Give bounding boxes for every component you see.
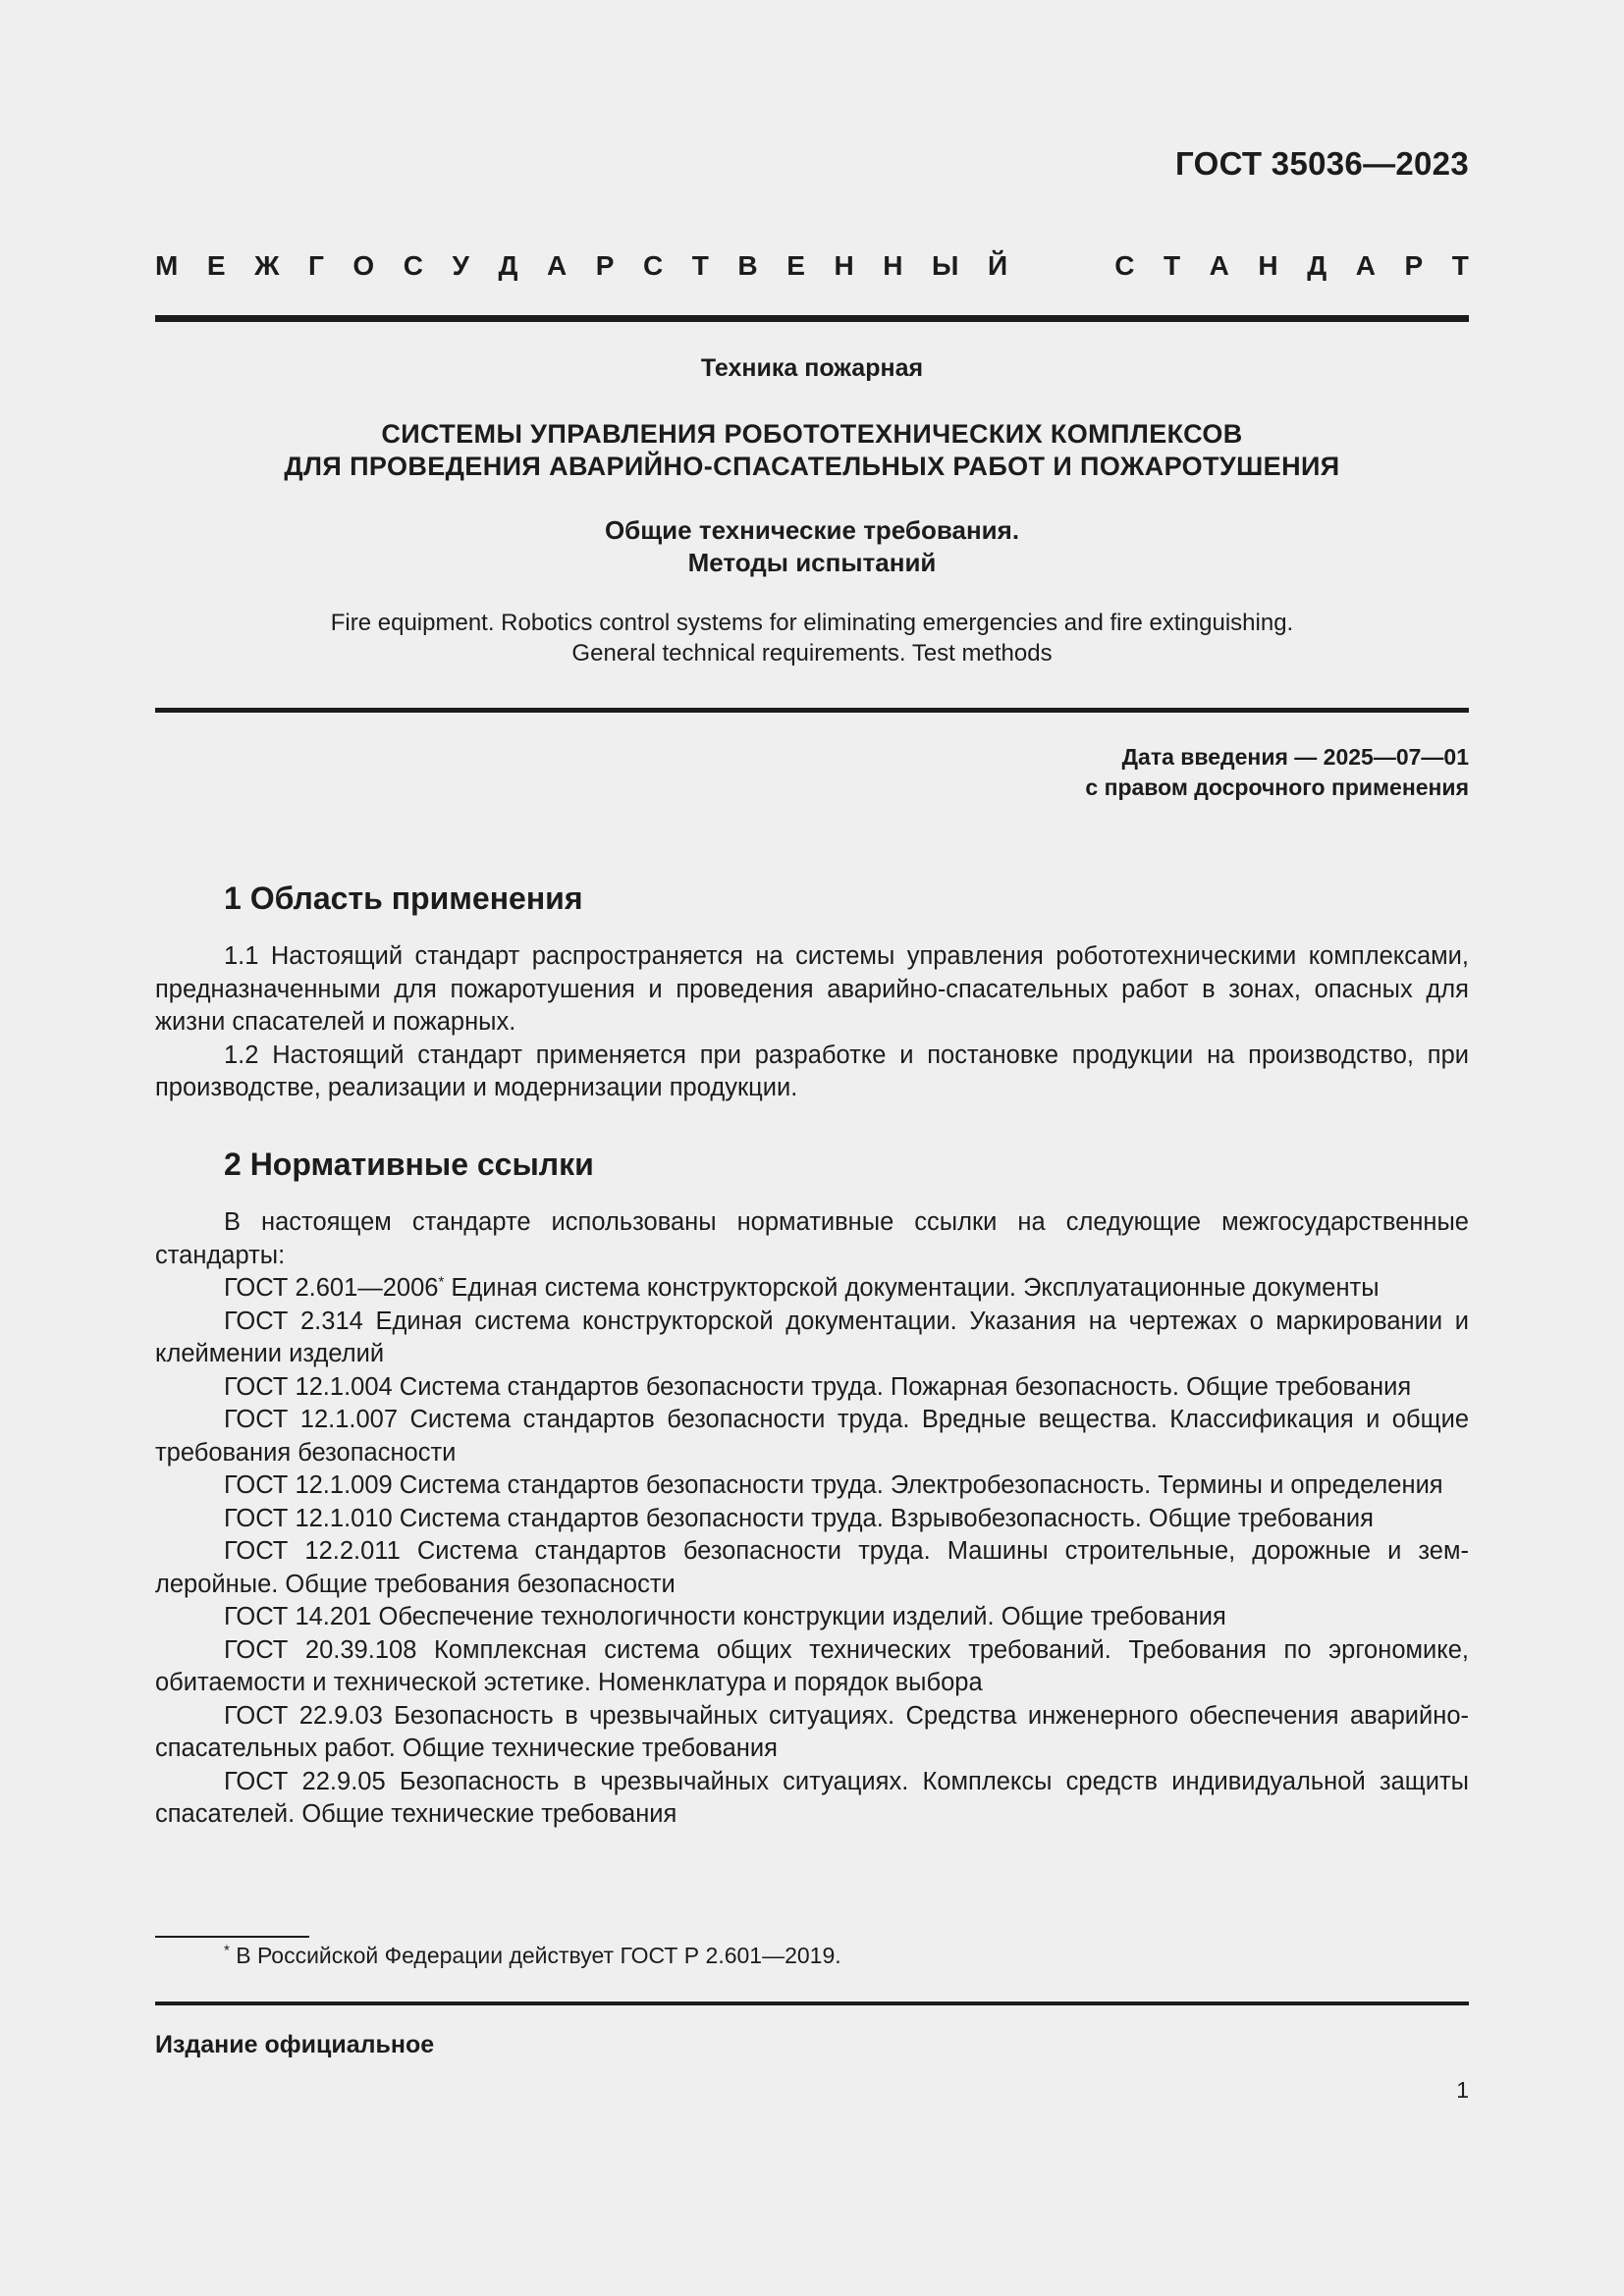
- letter: Р: [595, 250, 615, 281]
- early-application-note: с правом досрочного применения: [1085, 774, 1469, 800]
- footnote-separator: [155, 1936, 309, 1938]
- header-divider: [155, 315, 1469, 322]
- letter: Н: [883, 250, 903, 281]
- letter: У: [452, 250, 469, 281]
- letter: Р: [1404, 250, 1424, 281]
- section-1-heading: 1 Область применения: [224, 881, 583, 916]
- footnote-marker: *: [224, 1942, 230, 1959]
- reference-item: ГОСТ 22.9.03 Безопасность в чрезвычайных ситуациях. Средства инженерного обеспечения аварийно-спасательных работ. Общие технические требования: [155, 1701, 1469, 1762]
- subtitle-line: Общие технические требования.: [604, 515, 1020, 545]
- paragraph: 1.1 Настоящий стандарт распространяется на системы управления робототехническими комплексами, предназначенными для пожаротушения и проведения аварийно-спасательных работ в зонах, опасных для жизни спасателей и пожарных.: [155, 942, 1469, 1036]
- letter: О: [352, 250, 375, 281]
- letter: Г: [307, 250, 324, 281]
- footnote-text: В Российской Федерации действует ГОСТ Р 2.601—2019.: [229, 1943, 841, 1968]
- letter: Ж: [254, 250, 280, 281]
- letter: Т: [691, 250, 709, 281]
- letter: Ы: [932, 250, 959, 281]
- reference-item: ГОСТ 14.201 Обеспечение технологичности конструкции изделий. Общие требования: [224, 1603, 1226, 1630]
- english-title-line: Fire equipment. Robotics control systems for eliminating emergencies and fire extinguishing.: [330, 610, 1294, 636]
- letter: Т: [1163, 250, 1181, 281]
- section-2-heading: 2 Нормативные ссылки: [224, 1147, 594, 1182]
- letter: С: [1114, 250, 1135, 281]
- interstate-standard-label: [155, 250, 1469, 282]
- letter: Т: [1451, 250, 1469, 281]
- reference-item: ГОСТ 12.1.009 Система стандартов безопасности труда. Электробезопасность. Термины и определения: [224, 1471, 1443, 1499]
- letter: А: [1355, 250, 1376, 281]
- section-2-body: [155, 1206, 1469, 1832]
- footer-divider: [155, 2002, 1469, 2005]
- reference-item: ГОСТ 12.1.004 Система стандартов безопасности труда. Пожарная безопасность. Общие требования: [224, 1372, 1412, 1401]
- reference-item: ГОСТ 12.1.010 Система стандартов безопасности труда. Взрывобезопасность. Общие требования: [224, 1504, 1374, 1532]
- reference-item: ГОСТ 12.2.011 Система стандартов безопасности труда. Машины строительные, дорожные и землеройные. Общие требования безопасности: [155, 1537, 1469, 1598]
- reference-code: ГОСТ 2.601—2006: [224, 1274, 439, 1302]
- letter: А: [546, 250, 568, 281]
- document-number: ГОСТ 35036—2023: [1175, 145, 1469, 182]
- letter: Е: [786, 250, 805, 281]
- letter: В: [737, 250, 758, 281]
- title-divider: [155, 708, 1469, 713]
- letter: Н: [834, 250, 854, 281]
- introduction-date: [1085, 742, 1469, 803]
- letter: Д: [498, 250, 518, 281]
- introduction-date-value: Дата введения — 2025—07—01: [1121, 744, 1469, 770]
- paragraph: 1.2 Настоящий стандарт применяется при разработке и постановке продукции на производство, при производстве, реализации и модернизации продукции.: [155, 1041, 1469, 1101]
- letter: С: [403, 250, 423, 281]
- english-title: [155, 608, 1469, 668]
- letter: Н: [1258, 250, 1278, 281]
- document-subtitle: [155, 514, 1469, 579]
- letter: Д: [1307, 250, 1327, 281]
- page-number: 1: [1456, 2077, 1469, 2103]
- section-1-body: [155, 940, 1469, 1105]
- english-title-line: General technical requirements. Test methods: [571, 640, 1053, 667]
- footnote-marker: *: [438, 1273, 445, 1291]
- title-line: СИСТЕМЫ УПРАВЛЕНИЯ РОБОТОТЕХНИЧЕСКИХ КОМПЛЕКСОВ: [381, 419, 1243, 449]
- letter: Й: [987, 250, 1008, 281]
- letter: С: [642, 250, 664, 281]
- letter: М: [155, 250, 179, 281]
- word-gap: [1037, 250, 1086, 282]
- subtitle-line: Методы испытаний: [687, 548, 937, 577]
- reference-item: ГОСТ 20.39.108 Комплексная система общих технических требований. Требования по эргономике, обитаемости и технической эстетике. Номенклатура и порядок выбора: [155, 1635, 1469, 1696]
- reference-item: ГОСТ 12.1.007 Система стандартов безопасности труда. Вредные вещества. Классификация и общие требования безопасности: [155, 1406, 1469, 1467]
- letter: Е: [206, 250, 226, 281]
- edition-label: Издание официальное: [155, 2031, 435, 2058]
- reference-item: ГОСТ 22.9.05 Безопасность в чрезвычайных ситуациях. Комплексы средств индивидуальной защиты спасателей. Общие технические требования: [155, 1767, 1469, 1828]
- title-line: ДЛЯ ПРОВЕДЕНИЯ АВАРИЙНО-СПАСАТЕЛЬНЫХ РАБОТ И ПОЖАРОТУШЕНИЯ: [284, 452, 1340, 481]
- reference-item: ГОСТ 2.314 Единая система конструкторской документации. Указания на чертежах о маркировании и клеймении изделий: [155, 1307, 1469, 1367]
- reference-item: [155, 1272, 1469, 1306]
- paragraph: В настоящем стандарте использованы нормативные ссылки на следующие межгосударственные стандарты:: [155, 1208, 1469, 1269]
- letter: А: [1209, 250, 1229, 281]
- reference-title: Единая система конструкторской документации. Эксплуатационные документы: [444, 1274, 1380, 1302]
- subject-heading: Техника пожарная: [700, 354, 924, 382]
- footnote: [224, 1941, 841, 1970]
- document-title: [155, 418, 1469, 483]
